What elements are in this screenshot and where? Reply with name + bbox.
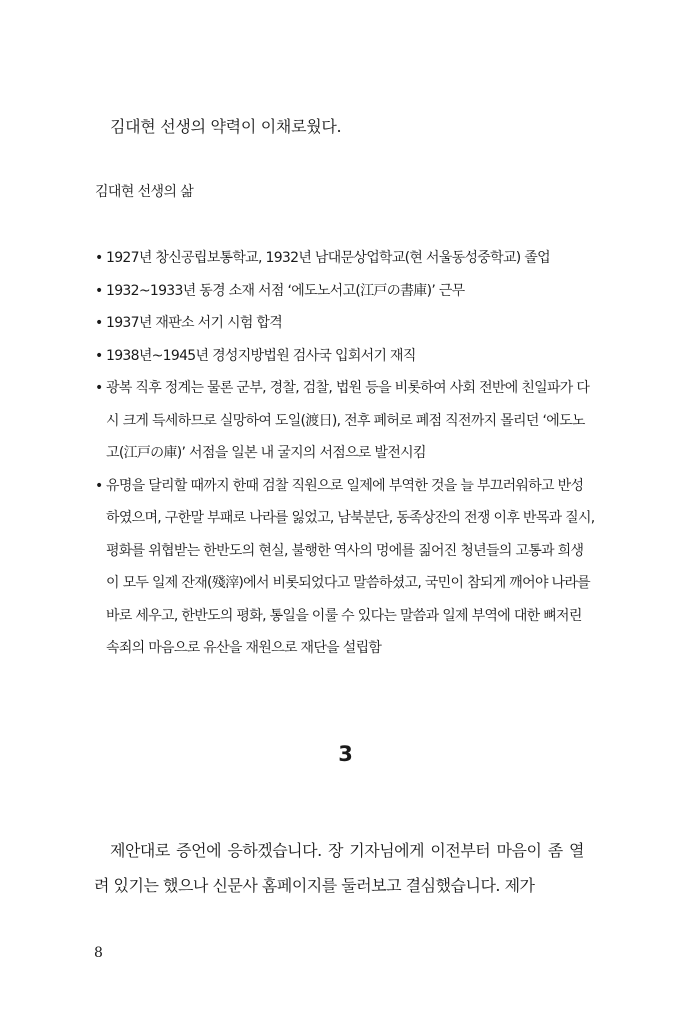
- bullet-mark: •: [95, 347, 103, 364]
- bullet-mark: •: [95, 477, 103, 494]
- bullet-mark: •: [95, 282, 103, 299]
- list-item: [95, 275, 595, 308]
- list-item: [95, 470, 595, 665]
- list-item-text: 1937년 재판소 서기 시험 합격: [106, 315, 283, 331]
- body-paragraph: 제안대로 증언에 응하겠습니다. 장 기자님에게 이전부터 마음이 좀 열려 있기는 했으나 신문사 홈페이지를 둘러보고 결심했습니다. 제가: [94, 841, 584, 895]
- bullet-mark: •: [95, 380, 103, 396]
- list-item: [95, 242, 595, 275]
- list-item-text: 1932~1933년 동경 소재 서점 ‘에도노서고(江戸の書庫)’ 근무: [106, 282, 465, 299]
- section-number: 3: [338, 742, 353, 766]
- page-number: 8: [94, 945, 103, 961]
- bullet-mark: •: [95, 250, 103, 266]
- list-item: [95, 307, 595, 340]
- list-item: [95, 340, 595, 373]
- list-item-text: 유명을 달리할 때까지 한때 검찰 직원으로 일제에 부역한 것을 늘 부끄러워하고 반성하였으며, 구한말 부패로 나라를 잃었고, 남북분단, 동족상잔의 전쟁 이후 반목과 질시, 평화를 위협받는 한반도의 현실, 불행한 역사의 멍에를 짊어진 청년들의 고통과 희생이 모두 일제 잔재(殘滓)에서 비롯되었다고 말씀하셨고, 국민이 참되게 깨어야 나라를 바로 세우고, 한반도의 평화, 통일을 이룰 수 있다는 말씀과 일제 부역에 대한 뼈저린 속죄의 마음으로 유산을 재원으로 재단을 설립함: [106, 477, 595, 656]
- biography-list: [95, 242, 595, 665]
- section-subheading: 김대현 선생의 삶: [95, 184, 194, 200]
- intro-sentence: 김대현 선생의 약력이 이채로웠다.: [110, 117, 342, 136]
- bullet-mark: •: [95, 315, 103, 331]
- list-item: [95, 372, 595, 470]
- list-item-text: 광복 직후 정계는 물론 군부, 경찰, 검찰, 법원 등을 비롯하여 사회 전반에 친일파가 다시 크게 득세하므로 실망하여 도일(渡日), 전후 폐허로 폐점 직전까지 몰리던 ‘에도노고(江戸の庫)’ 서점을 일본 내 굴지의 서점으로 발전시킴: [106, 380, 590, 461]
- list-item-text: 1927년 창신공립보통학교, 1932년 남대문상업학교(현 서울동성중학교) 졸업: [106, 250, 550, 266]
- list-item-text: 1938년~1945년 경성지방법원 검사국 입회서기 재직: [106, 347, 416, 364]
